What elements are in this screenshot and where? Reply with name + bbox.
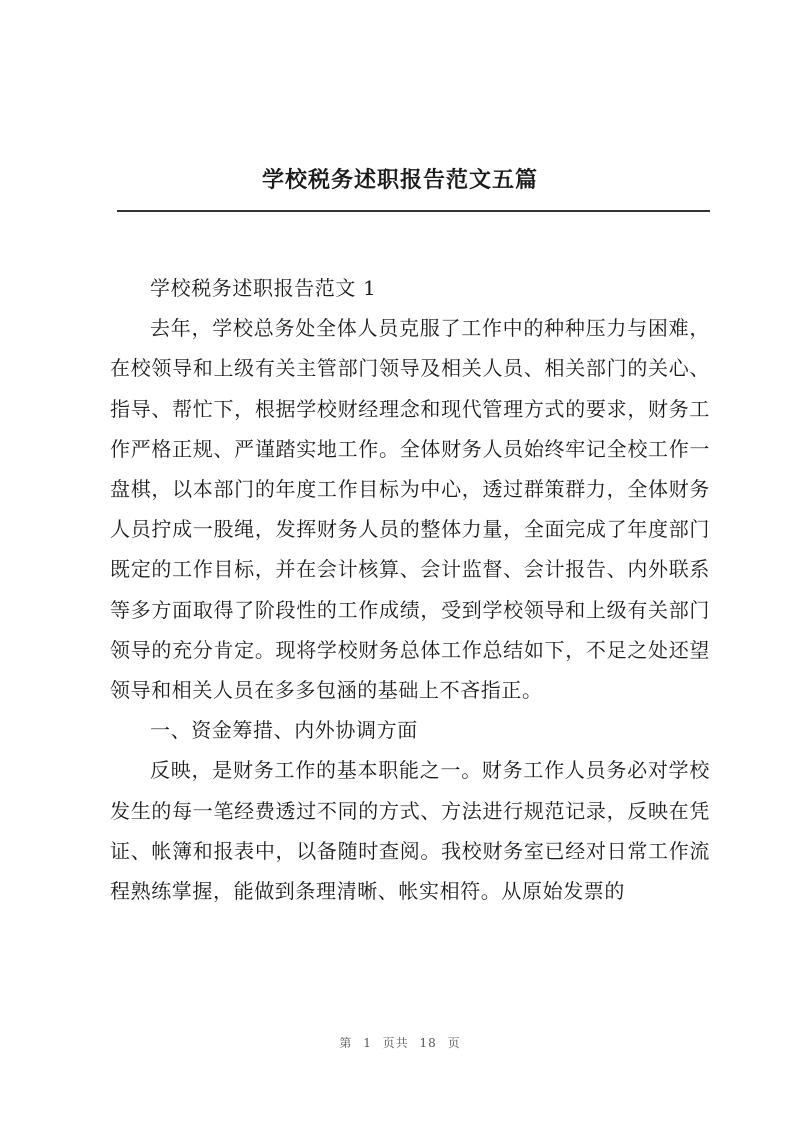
title-underline — [117, 210, 710, 212]
body-paragraph: 去年，学校总务处全体人员克服了工作中的种种压力与困难，在校领导和上级有关主管部门领导及相关人员、相关部门的关心、指导、帮忙下，根据学校财经理念和现代管理方式的要求，财务工作严格正规、严谨踏实地工作。全体财务人员始终牢记全校工作一盘棋，以本部门的年度工作目标为中心，透过群策群力，全体财务人员拧成一股绳，发挥财务人员的整体力量，全面完成了年度部门既定的工作目标，并在会计核算、会计监督、会计报告、内外联系等多方面取得了阶段性的工作成绩，受到学校领导和上级有关部门领导的充分肯定。现将学校财务总体工作总结如下，不足之处还望领导和相关人员在多多包涵的基础上不吝指正。 — [110, 316, 710, 703]
document-title: 学校税务述职报告范文五篇 — [261, 167, 538, 193]
body-paragraph: 反映，是财务工作的基本职能之一。财务工作人员务必对学校发生的每一笔经费透过不同的方式、方法进行规范记录，反映在凭证、帐簿和报表中，以备随时查阅。我校财务室已经对日常工作流程熟练掌握，能做到条理清晰、帐实相符。从原始发票的 — [110, 758, 710, 904]
section-heading: 学校税务述职报告范文 1 — [150, 276, 377, 300]
subsection-heading: 一、资金筹措、内外协调方面 — [150, 718, 418, 743]
document-body — [110, 268, 710, 911]
page-footer: 第 1 页共 18 页 — [339, 1036, 461, 1050]
